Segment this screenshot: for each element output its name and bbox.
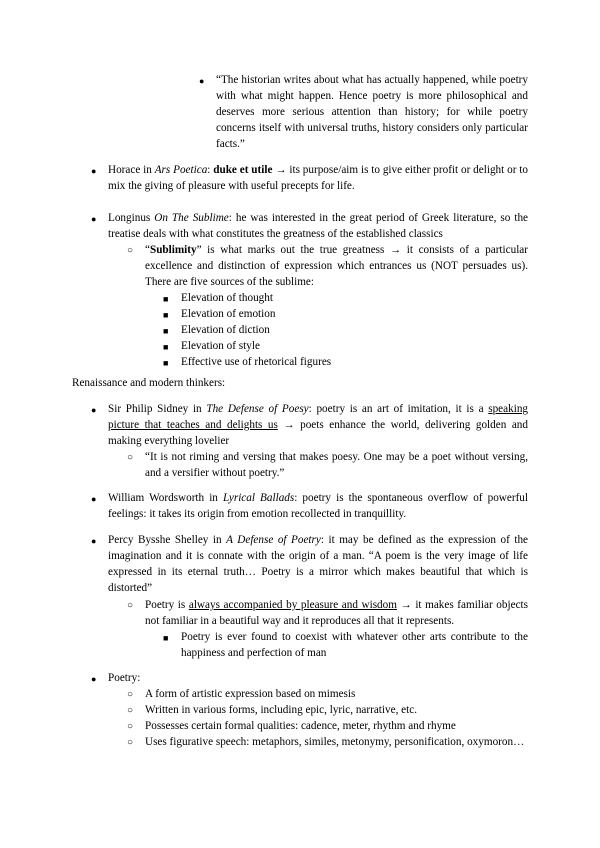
sublime-source: Elevation of emotion [181, 308, 276, 320]
sublime-source: Elevation of thought [181, 292, 273, 304]
sidney-underlined: speaking picture that teaches and delights us [108, 403, 529, 432]
bullet-circle: ○ [127, 245, 134, 256]
longinus-pre: Longinus [108, 212, 155, 224]
bullet-square: ■ [163, 633, 169, 643]
bullet-circle: ○ [127, 689, 134, 700]
bullet-disc: ● [91, 674, 97, 684]
sublimity-quote-open: “ [145, 244, 150, 256]
bullet-square: ■ [163, 342, 169, 352]
aristotle-quote: “The historian writes about what has actually happened, while poetry with what might happen. Hence poetry is more philosophical and deserves more serious attention than history; for while poetry concerns itself with universal truths, history considers only particular facts.” [216, 74, 528, 151]
poetry-point: A form of artistic expression based on mimesis [145, 688, 356, 700]
wordsworth-work-title: Lyrical Ballads [222, 492, 295, 504]
horace-colon: : [207, 164, 214, 176]
longinus-work-title: On The Sublime [154, 212, 229, 224]
sublimity-text [145, 242, 528, 290]
bullet-circle: ○ [127, 452, 134, 463]
sidney-quote: “It is not riming and versing that makes poesy. One may be a poet without versing, and a versifier without poetry.” [145, 451, 528, 480]
bullet-disc: ● [91, 166, 97, 176]
bullet-disc: ● [91, 405, 97, 415]
sidney-post: → poets enhance the world, delivering golden and making everything lovelier [108, 419, 528, 448]
bullet-square: ■ [163, 326, 169, 336]
sublime-source: Elevation of diction [181, 324, 270, 336]
section-heading: Renaissance and modern thinkers: [72, 377, 226, 389]
horace-text [108, 162, 528, 194]
sidney-text [108, 401, 528, 449]
bullet-square: ■ [163, 294, 169, 304]
shelley-work-title: A Defense of Poetry [226, 534, 321, 546]
sidney-mid: : poetry is an art of imitation, it is a [308, 403, 489, 415]
bullet-circle: ○ [127, 737, 134, 748]
sidney-pre: Sir Philip Sidney in [108, 403, 207, 415]
bullet-circle: ○ [127, 705, 134, 716]
sublime-source: Elevation of style [181, 340, 260, 352]
shelley-sub-underlined: always accompanied by pleasure and wisdom [188, 599, 397, 611]
longinus-post: : he was interested in the great period of Greek literature, so the treatise deals with what constitutes the greatness of the established classics [108, 212, 529, 241]
bullet-square: ■ [163, 310, 169, 320]
bullet-disc: ● [91, 214, 97, 224]
bullet-disc: ● [199, 76, 205, 86]
horace-pre: Horace in [108, 164, 155, 176]
wordsworth-post: : poetry is the spontaneous overflow of powerful feelings: it takes its origin from emotion recollected in tranquillity. [108, 492, 528, 521]
shelley-subsub-text: Poetry is ever found to coexist with whatever other arts contribute to the happiness and perfection of man [181, 631, 528, 660]
shelley-sub-post: → it makes familiar objects not familiar in a beautiful way and it reproduces all that it represents. [145, 599, 528, 628]
poetry-point: Uses figurative speech: metaphors, similes, metonymy, personification, oxymoron… [145, 736, 525, 748]
bullet-circle: ○ [127, 600, 134, 611]
wordsworth-pre: William Wordsworth in [108, 492, 223, 504]
wordsworth-text [108, 490, 528, 522]
shelley-pre: Percy Bysshe Shelley in [108, 534, 227, 546]
shelley-post: : it may be defined as the expression of the imagination and it is connate with the origin of a man. “A poem is the very image of life expressed in its eternal truth… Poetry is a mirror which makes beautiful that which is distorted” [108, 534, 529, 595]
sidney-work-title: The Defense of Poesy [206, 403, 309, 415]
longinus-text [108, 210, 528, 242]
sublime-source: Effective use of rhetorical figures [181, 356, 332, 368]
horace-work-title: Ars Poetica [154, 164, 208, 176]
horace-post: → its purpose/aim is to give either profit or delight or to mix the giving of pleasure with useful precepts for life. [108, 164, 528, 193]
shelley-sub-pre: Poetry is [145, 599, 189, 611]
poetry-point: Possesses certain formal qualities: cadence, meter, rhythm and rhyme [145, 720, 456, 732]
bullet-disc: ● [91, 536, 97, 546]
bullet-square: ■ [163, 358, 169, 368]
sublimity-post: ” is what marks out the true greatness → it consists of a particular excellence and distinction of expression which entrances us (NOT persuades us). There are five sources of the sublime: [145, 244, 528, 289]
bullet-disc: ● [91, 494, 97, 504]
shelley-sub-text [145, 597, 528, 629]
poetry-label: Poetry: [108, 672, 141, 684]
bullet-circle: ○ [127, 721, 134, 732]
horace-term: duke et utile [213, 164, 273, 176]
sublimity-term: Sublimity [149, 244, 197, 256]
poetry-point: Written in various forms, including epic, lyric, narrative, etc. [145, 704, 418, 716]
shelley-text [108, 532, 528, 596]
